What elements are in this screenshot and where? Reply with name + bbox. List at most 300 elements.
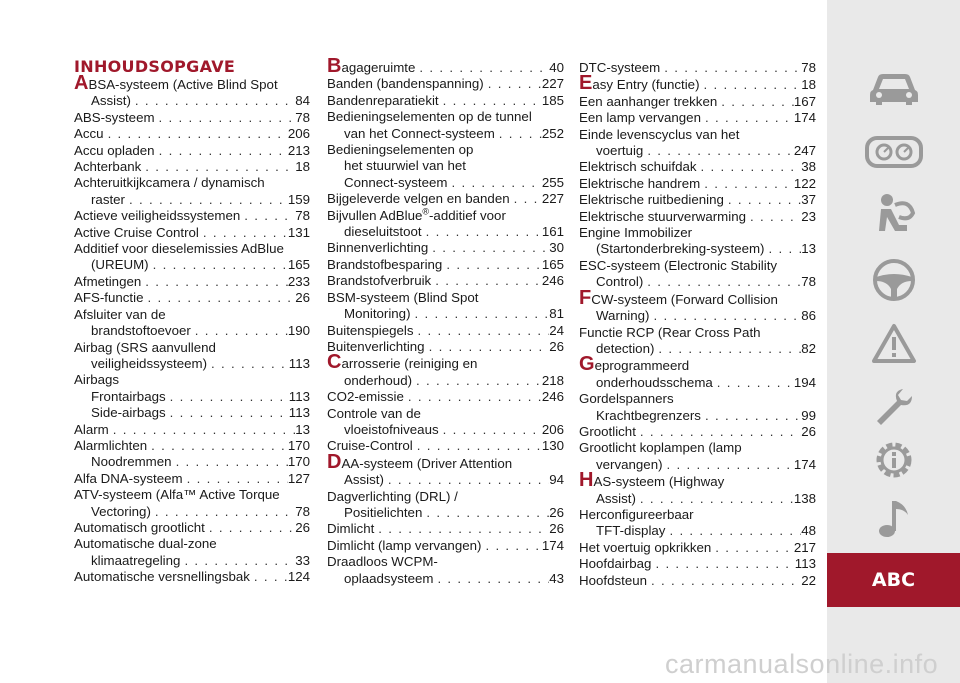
index-entry[interactable]: [74, 225, 310, 241]
index-entry-text: [579, 573, 647, 589]
page-number[interactable]: 170: [287, 437, 310, 453]
index-entry-text: [74, 143, 155, 159]
index-entry-text: [344, 224, 422, 240]
index-entry-line: [74, 72, 310, 94]
page-number[interactable]: 82: [801, 340, 816, 356]
index-entry[interactable]: [74, 438, 310, 454]
index-entry-label: Accu opladen: [74, 142, 155, 158]
page-number[interactable]: 81: [549, 306, 564, 322]
page-number[interactable]: 227: [541, 76, 564, 92]
index-entry-line: [327, 142, 564, 158]
watermark: carmanualsonline.info: [665, 649, 939, 679]
index-entry[interactable]: [579, 192, 816, 208]
page-number[interactable]: 24: [549, 322, 564, 338]
index-entry[interactable]: [327, 191, 564, 207]
index-entry-line: [327, 306, 564, 322]
index-entry-label: Connect-systeem: [344, 174, 448, 190]
leader-dots: [413, 438, 542, 454]
index-letter: H: [579, 469, 594, 492]
index-entry[interactable]: [74, 110, 310, 126]
index-entry[interactable]: [74, 389, 310, 405]
index-entry-text: [327, 93, 439, 109]
index-entry-text: [596, 375, 713, 391]
index-letter: B: [327, 55, 342, 77]
index-entry[interactable]: [579, 127, 816, 160]
index-entry-text: [327, 389, 404, 405]
car-icon: [865, 68, 923, 108]
leader-dots: [155, 143, 288, 159]
page-number[interactable]: 23: [801, 208, 816, 224]
sidebar-item-safety[interactable]: [827, 186, 960, 246]
page-number[interactable]: 86: [801, 308, 816, 324]
page-number[interactable]: 194: [793, 374, 816, 390]
index-entry-text: [74, 569, 250, 585]
index-entry[interactable]: [74, 520, 310, 536]
page-number[interactable]: 131: [287, 224, 310, 240]
sidebar-item-driving[interactable]: [827, 250, 960, 310]
index-entry[interactable]: [327, 208, 564, 241]
index-entry-text: [91, 356, 207, 372]
index-entry[interactable]: [327, 55, 564, 77]
leader-dots: [711, 540, 794, 556]
index-entry[interactable]: [327, 339, 564, 355]
index-entry[interactable]: [74, 422, 310, 438]
page-number[interactable]: 233: [287, 273, 310, 289]
leader-dots: [636, 491, 794, 507]
index-entry[interactable]: [74, 471, 310, 487]
leader-dots: [240, 208, 295, 224]
sidebar-item-multimedia[interactable]: [827, 488, 960, 548]
index-entry-text: [327, 406, 421, 422]
index-entry-line: [579, 325, 816, 341]
index-entry-label: Buitenspiegels: [327, 322, 414, 338]
page-number[interactable]: 174: [541, 537, 564, 553]
page-number[interactable]: 127: [287, 470, 310, 486]
page-number[interactable]: 13: [295, 421, 310, 437]
index-entry[interactable]: [579, 286, 816, 325]
index-entry[interactable]: [327, 489, 564, 522]
leader-dots: [510, 191, 542, 207]
index-entry-label: Active Cruise Control: [74, 224, 199, 240]
index-entry-line: [74, 372, 310, 388]
index-entry-text: [344, 373, 412, 389]
superscript-mark: ®: [422, 206, 429, 217]
index-entry-line: [579, 60, 816, 76]
page-number[interactable]: 84: [295, 93, 310, 109]
index-entry-line: [327, 273, 564, 289]
sidebar-item-index[interactable]: ABC: [827, 553, 960, 607]
index-entry-line: [579, 408, 816, 424]
page-number[interactable]: 122: [793, 175, 816, 191]
index-entry-label: Draadloos WCPM-: [327, 554, 438, 570]
index-entry-line: [579, 353, 816, 376]
index-entry-line: [327, 257, 564, 273]
index-entry-label: Buitenverlichting: [327, 338, 425, 354]
page-number[interactable]: 40: [549, 60, 564, 75]
index-entry[interactable]: [74, 372, 310, 388]
index-entry-line: [579, 286, 816, 309]
index-entry-text: [344, 126, 495, 142]
leader-dots: [411, 306, 550, 322]
index-entry[interactable]: [74, 487, 310, 520]
index-entry[interactable]: [327, 323, 564, 339]
index-entry[interactable]: [579, 469, 816, 507]
index-column-2: [327, 55, 564, 587]
index-entry-text: [327, 521, 374, 537]
page-number[interactable]: 213: [287, 142, 310, 158]
index-entry[interactable]: [74, 159, 310, 175]
index-entry-line: [74, 422, 310, 438]
leader-dots: [746, 209, 801, 225]
index-entry-label: Elektrische handrem: [579, 175, 701, 191]
index-entry-line: [327, 339, 564, 355]
page-number[interactable]: 18: [295, 159, 310, 175]
chapter-sidebar: [827, 0, 960, 683]
page-number[interactable]: 174: [793, 110, 816, 126]
index-entry-line: [579, 72, 816, 95]
index-entry-label: Positielichten: [344, 504, 423, 520]
page-number[interactable]: 218: [541, 372, 564, 388]
page-number[interactable]: 26: [549, 504, 564, 520]
leader-dots: [428, 240, 549, 256]
page-number[interactable]: 113: [794, 556, 816, 572]
index-entry-text: [579, 225, 692, 241]
index-entry-line: [74, 110, 310, 126]
index-entry-text: [344, 505, 422, 521]
index-entry[interactable]: [327, 142, 564, 191]
page-number[interactable]: 78: [295, 503, 310, 519]
page-number[interactable]: 43: [549, 570, 564, 586]
index-entry-label: voertuig: [596, 143, 644, 159]
index-entry-text: [344, 306, 411, 322]
index-entry-label: Brandstofbesparing: [327, 256, 443, 272]
index-entry-label: Binnenverlichting: [327, 240, 429, 256]
index-entry-text: [327, 339, 425, 355]
index-entry-line: [327, 505, 564, 521]
index-entry-label: Krachtbegrenzers: [596, 407, 701, 423]
leader-dots: [143, 290, 295, 306]
page-number[interactable]: 113: [288, 405, 310, 421]
index-entry[interactable]: [579, 176, 816, 192]
sidebar-item-dashboard[interactable]: [827, 122, 960, 182]
index-entry[interactable]: [327, 351, 564, 389]
index-entry-text: [596, 308, 649, 324]
sidebar-item-vehicle[interactable]: [827, 58, 960, 118]
index-entry-label: raster: [91, 191, 125, 207]
page-number[interactable]: 26: [801, 423, 816, 439]
page-number[interactable]: 48: [801, 523, 816, 539]
index-entry[interactable]: [327, 389, 564, 405]
page-number[interactable]: 78: [801, 274, 816, 290]
leader-dots: [374, 521, 549, 537]
page-number[interactable]: 130: [541, 438, 564, 454]
index-entry-line: [579, 258, 816, 274]
page-number[interactable]: 167: [793, 93, 816, 109]
page-number[interactable]: 246: [541, 273, 564, 289]
index-entry[interactable]: [327, 290, 564, 323]
sidebar-item-maintenance[interactable]: [827, 378, 960, 438]
index-entry-line: [327, 290, 564, 306]
index-entry[interactable]: [579, 540, 816, 556]
index-entry-text: [74, 487, 280, 503]
index-entry[interactable]: [327, 438, 564, 454]
page-number[interactable]: 138: [793, 490, 816, 506]
index-entry-label: Brandstofverbruik: [327, 273, 432, 289]
index-entry-line: [579, 507, 816, 523]
page-number[interactable]: 78: [801, 60, 816, 75]
index-entry[interactable]: [327, 93, 564, 109]
index-column-3: [579, 60, 816, 589]
index-entry[interactable]: [579, 408, 816, 424]
index-entry-text: [579, 176, 700, 192]
index-entry[interactable]: [579, 94, 816, 110]
page-number[interactable]: 247: [793, 143, 816, 159]
index-entry[interactable]: [327, 257, 564, 273]
page-number[interactable]: 13: [801, 241, 816, 257]
leader-dots: [151, 504, 295, 520]
page-number[interactable]: 165: [287, 257, 310, 273]
page-number[interactable]: 159: [287, 191, 310, 207]
index-entry[interactable]: [579, 209, 816, 225]
music-note-icon: [874, 495, 914, 541]
index-entry-label: Bedieningselementen op: [327, 142, 474, 158]
index-entry[interactable]: [327, 273, 564, 289]
page-number[interactable]: 78: [295, 109, 310, 125]
page-number[interactable]: 246: [541, 389, 564, 405]
index-entry-line: [579, 540, 816, 556]
leader-dots: [422, 505, 549, 521]
index-entry-label: CW-systeem (Forward Collision: [591, 291, 778, 307]
index-entry[interactable]: [327, 554, 564, 587]
index-entry-label: Bedieningselementen op de tunnel: [327, 109, 532, 125]
index-entry-label: agageruimte: [341, 60, 416, 75]
index-entry[interactable]: [579, 507, 816, 540]
index-entry[interactable]: [579, 440, 816, 473]
index-entry-label: Actieve veiligheidssystemen: [74, 208, 241, 224]
index-entry-text: [327, 240, 428, 256]
index-entry-text: [344, 175, 447, 191]
index-entry-text: [579, 424, 636, 440]
page-number[interactable]: 161: [541, 224, 564, 240]
page-number[interactable]: 227: [541, 191, 564, 207]
index-entry-label: DTC-systeem: [579, 60, 661, 75]
index-entry-label: Engine Immobilizer: [579, 225, 693, 241]
leader-dots: [431, 273, 542, 289]
leader-dots: [643, 143, 794, 159]
leader-dots: [701, 110, 794, 126]
page-number[interactable]: 26: [549, 521, 564, 537]
index-entry[interactable]: [579, 424, 816, 440]
index-entry[interactable]: [579, 110, 816, 126]
index-entry[interactable]: [327, 240, 564, 256]
index-entry-line: [74, 520, 310, 536]
index-entry[interactable]: [74, 208, 310, 224]
index-entry-line: [327, 208, 564, 224]
index-entry-line: [74, 307, 310, 323]
index-entry[interactable]: [579, 225, 816, 258]
page-number[interactable]: 185: [541, 92, 564, 108]
index-entry-text: [579, 469, 725, 492]
index-entry-text: [327, 554, 438, 570]
index-entry[interactable]: [74, 340, 310, 373]
index-entry-line: [74, 257, 310, 273]
index-entry[interactable]: [327, 521, 564, 537]
index-entry[interactable]: [327, 109, 564, 142]
index-entry[interactable]: [74, 569, 310, 585]
page-number[interactable]: 190: [287, 323, 310, 339]
page-number[interactable]: 26: [295, 519, 310, 535]
index-entry[interactable]: [74, 290, 310, 306]
index-entry[interactable]: [579, 556, 816, 572]
index-entry[interactable]: [579, 325, 816, 358]
page-number[interactable]: 170: [287, 454, 310, 470]
index-entry-label: Vectoring): [91, 503, 151, 519]
page-number[interactable]: 33: [295, 552, 310, 568]
page-number[interactable]: 113: [288, 388, 310, 404]
page-number[interactable]: 38: [801, 159, 816, 175]
index-entry-text: [579, 353, 690, 376]
index-entry[interactable]: [579, 159, 816, 175]
page-number[interactable]: 174: [793, 456, 816, 472]
index-entry[interactable]: [74, 143, 310, 159]
index-entry-line: [579, 159, 816, 175]
index-entry-line: [327, 389, 564, 405]
index-entry[interactable]: [327, 450, 564, 489]
leader-dots: [180, 553, 295, 569]
index-entry-line: [327, 351, 564, 374]
page-number[interactable]: 252: [541, 125, 564, 141]
index-entry[interactable]: [579, 258, 816, 291]
page-number[interactable]: 26: [549, 338, 564, 354]
index-entry-text: [579, 94, 717, 110]
index-entry[interactable]: [74, 241, 310, 274]
leader-dots: [205, 520, 295, 536]
index-entry-label: onderhoud): [344, 372, 413, 388]
page-number[interactable]: 99: [801, 407, 816, 423]
page-number[interactable]: 26: [295, 290, 310, 306]
index-entry[interactable]: [74, 175, 310, 208]
leader-dots: [643, 274, 801, 290]
index-entry[interactable]: [579, 72, 816, 95]
page-number[interactable]: 113: [288, 355, 310, 371]
index-entry-label-tail: -additief voor: [429, 207, 506, 223]
index-entry-label: Accu: [74, 126, 104, 142]
index-entry-line: [579, 341, 816, 357]
index-entry-line: [579, 110, 816, 126]
index-entry-label: (UREUM): [91, 257, 149, 273]
page-number[interactable]: 18: [801, 77, 816, 93]
page-number[interactable]: 78: [295, 208, 310, 224]
index-entry-label: TFT-display: [596, 523, 666, 539]
index-entry-text: [74, 422, 109, 438]
index-entry[interactable]: [579, 391, 816, 407]
leader-dots: [415, 60, 549, 76]
index-entry-text: [327, 538, 481, 554]
index-entry[interactable]: [74, 454, 310, 470]
index-entry-line: [74, 471, 310, 487]
leader-dots: [700, 176, 794, 192]
index-entry-line: [74, 356, 310, 372]
index-entry[interactable]: [579, 60, 816, 76]
index-entry[interactable]: [74, 126, 310, 142]
index-entry[interactable]: [74, 72, 310, 110]
index-entry-label: Airbag (SRS aanvullend: [74, 339, 216, 355]
index-entry-label: van het Connect-systeem: [344, 125, 495, 141]
index-entry-line: [74, 536, 310, 552]
index-entry-text: [91, 192, 125, 208]
index-entry-text: [91, 323, 191, 339]
index-entry-label: BSM-systeem (Blind Spot: [327, 289, 479, 305]
index-entry-label: vervangen): [596, 456, 663, 472]
index-entry-label: Controle van de: [327, 405, 421, 421]
index-entry[interactable]: [327, 538, 564, 554]
index-entry-label: eprogrammeerd: [594, 358, 690, 374]
leader-dots: [131, 93, 295, 109]
leader-dots: [104, 126, 288, 142]
index-entry[interactable]: [74, 307, 310, 340]
index-entry-label: brandstoftoevoer: [91, 323, 191, 339]
index-entry-label: AA-systeem (Driver Attention: [341, 455, 513, 471]
page-number[interactable]: 206: [287, 126, 310, 142]
index-entry-line: [327, 521, 564, 537]
index-entry[interactable]: [74, 536, 310, 569]
leader-dots: [433, 571, 549, 587]
index-entry-text: [327, 351, 478, 374]
page-number[interactable]: 217: [793, 539, 816, 555]
sidebar-item-technical[interactable]: [827, 430, 960, 490]
page-number[interactable]: 94: [549, 472, 564, 488]
index-entry-text: [74, 159, 141, 175]
index-entry-line: [327, 472, 564, 488]
page-number[interactable]: 124: [287, 569, 310, 585]
leader-dots: [141, 159, 295, 175]
index-entry-text: [74, 307, 166, 323]
page-number[interactable]: 30: [549, 240, 564, 256]
page-number[interactable]: 165: [541, 256, 564, 272]
index-entry-line: [74, 143, 310, 159]
index-entry-line: [579, 308, 816, 324]
index-entry-line: [74, 126, 310, 142]
page-number[interactable]: 255: [541, 174, 564, 190]
index-entry[interactable]: [74, 405, 310, 421]
index-entry-label: Hoofdairbag: [579, 556, 652, 572]
index-entry-label: Afsluiter van de: [74, 306, 166, 322]
index-entry[interactable]: [327, 76, 564, 92]
leader-dots: [484, 76, 542, 92]
index-entry-label: Elektrische ruitbediening: [579, 192, 724, 208]
index-entry-text: [327, 323, 414, 339]
index-entry-line: [327, 240, 564, 256]
index-entry[interactable]: [74, 274, 310, 290]
index-entry-line: [327, 489, 564, 505]
index-entry-line: [74, 405, 310, 421]
index-entry-text: [579, 540, 711, 556]
page-number[interactable]: 37: [801, 192, 816, 208]
index-entry-text: [91, 257, 149, 273]
leader-dots: [425, 339, 550, 355]
index-entry-line: [74, 159, 310, 175]
sidebar-item-emergency[interactable]: [827, 314, 960, 374]
index-entry[interactable]: [579, 573, 816, 589]
page-number[interactable]: 206: [541, 421, 564, 437]
index-entry-line: [579, 457, 816, 473]
index-entry[interactable]: [579, 353, 816, 391]
index-entry-line: [579, 440, 816, 456]
index-entry-label: Noodremmen: [91, 454, 172, 470]
index-entry-label: Side-airbags: [91, 405, 166, 421]
page-number[interactable]: 22: [801, 572, 816, 588]
index-entry[interactable]: [327, 406, 564, 439]
